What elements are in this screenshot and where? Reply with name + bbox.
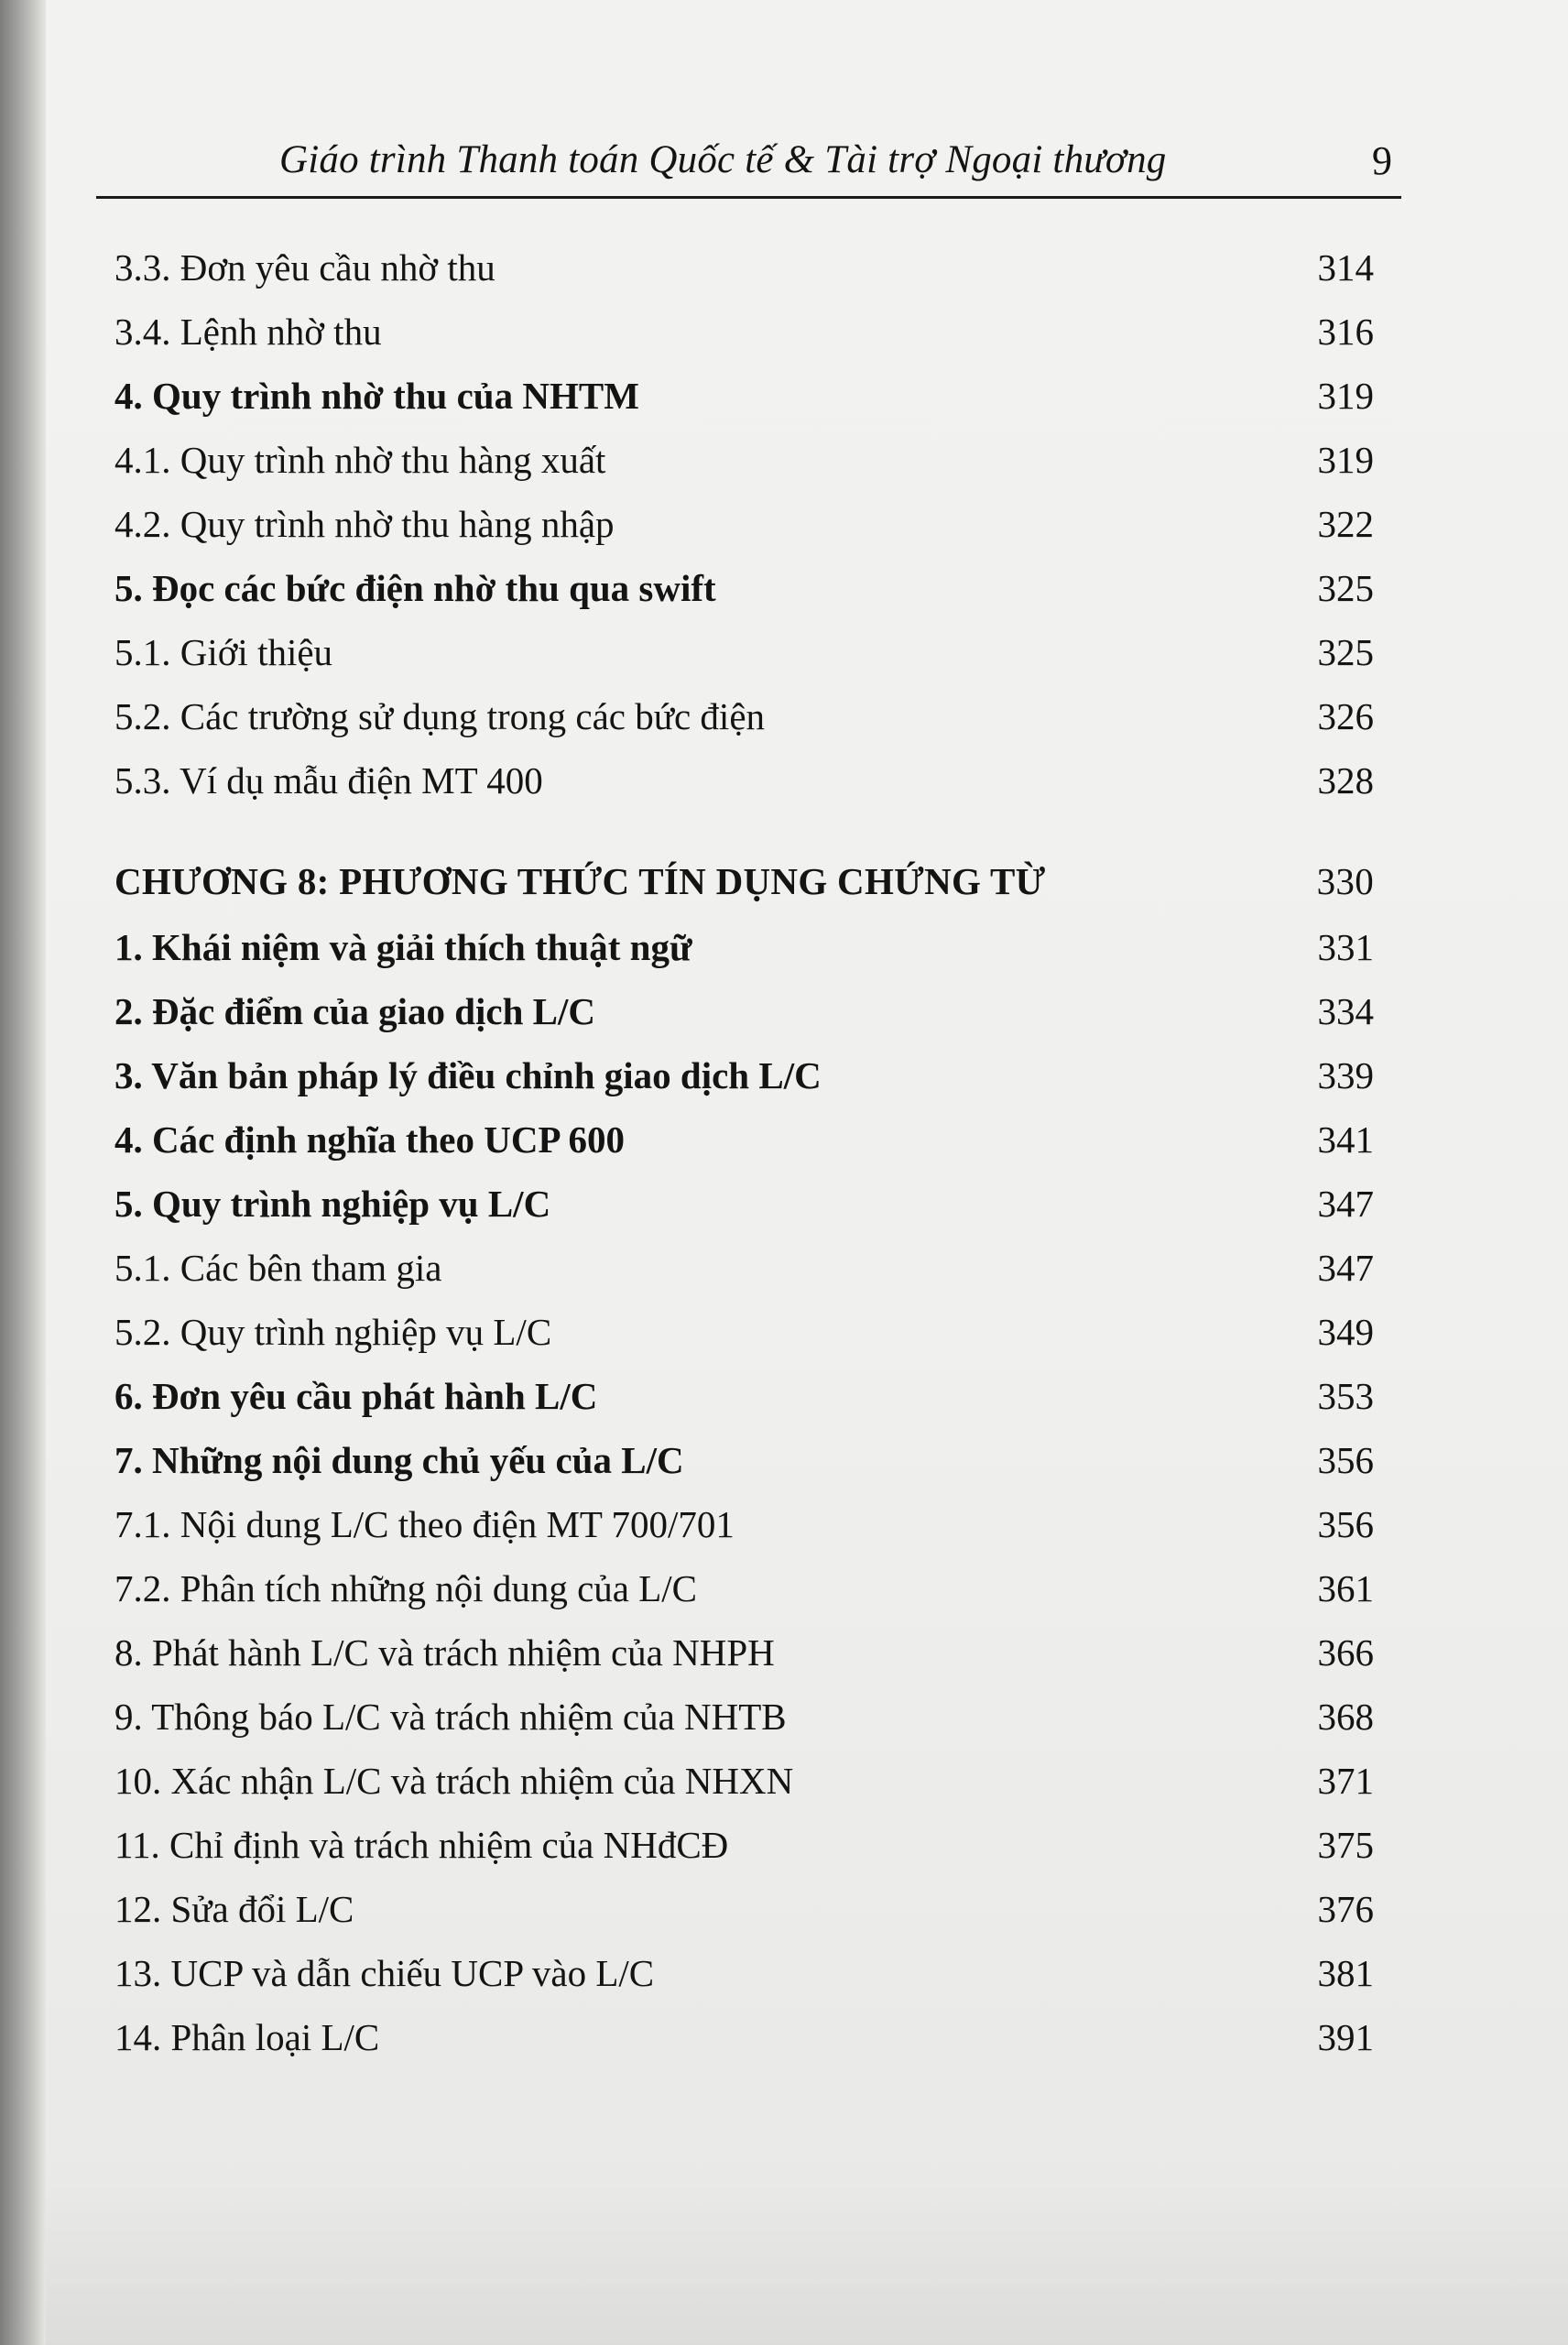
toc-entry-title: 8. Phát hành L/C và trách nhiệm của NHPH	[114, 1631, 775, 1674]
toc-entry-page: 361	[1317, 1567, 1374, 1609]
toc-entry	[114, 1502, 1374, 1566]
toc-entry-page: 381	[1317, 1952, 1374, 1994]
toc-entry-title: 5.1. Giới thiệu	[114, 631, 333, 673]
toc-entry-title: 5.1. Các bên tham gia	[114, 1247, 442, 1289]
toc-entry-title: 12. Sửa đổi L/C	[114, 1888, 354, 1930]
toc-entry	[114, 1759, 1374, 1823]
toc-entry	[114, 1631, 1374, 1695]
toc-entry-title: 5.3. Ví dụ mẫu điện MT 400	[114, 759, 543, 802]
running-header-title: Giáo trình Thanh toán Quốc tế & Tài trợ Ngoại thương	[279, 138, 1167, 181]
toc-entry-title: 4. Quy trình nhờ thu của NHTM	[114, 375, 639, 417]
toc-entry	[114, 1951, 1374, 2015]
toc-entry	[114, 502, 1374, 566]
toc-entry	[114, 374, 1374, 438]
toc-entry	[114, 1374, 1374, 1438]
toc-entry-title: 11. Chỉ định và trách nhiệm của NHđCĐ	[114, 1824, 729, 1866]
toc-entry-title: 7.1. Nội dung L/C theo điện MT 700/701	[114, 1503, 735, 1545]
toc-entry-page: 328	[1317, 759, 1374, 802]
toc-entry-page: 349	[1317, 1311, 1374, 1353]
toc-entry	[114, 1053, 1374, 1118]
toc-entry-page: 322	[1317, 503, 1374, 545]
toc-entry-title: 4.2. Quy trình nhờ thu hàng nhập	[114, 503, 615, 545]
toc-entry-title: 7. Những nội dung chủ yếu của L/C	[114, 1439, 684, 1481]
toc-entry	[114, 566, 1374, 630]
toc-entry-page: 366	[1317, 1631, 1374, 1674]
toc-entry-page: 341	[1317, 1118, 1374, 1161]
toc-entry-title: 3.3. Đơn yêu cầu nhờ thu	[114, 246, 495, 289]
toc-entry-title: 1. Khái niệm và giải thích thuật ngữ	[114, 926, 692, 968]
toc-entry-title: 5. Quy trình nghiệp vụ L/C	[114, 1183, 551, 1225]
toc-entry-page: 347	[1317, 1183, 1374, 1225]
toc-entry	[114, 310, 1374, 374]
toc-entry-page: 371	[1317, 1760, 1374, 1802]
toc-entry-page: 356	[1317, 1503, 1374, 1545]
page-shadow	[46, 2180, 1568, 2345]
toc-entry	[114, 925, 1374, 989]
toc-entry-title: 5.2. Các trường sử dụng trong các bức điện	[114, 695, 766, 737]
toc-entry-title: 4.1. Quy trình nhờ thu hàng xuất	[114, 439, 606, 481]
toc-entry-title: CHƯƠNG 8: PHƯƠNG THỨC TÍN DỤNG CHỨNG TỪ	[114, 860, 1046, 902]
toc-entry-title: 14. Phân loại L/C	[114, 2016, 380, 2058]
toc-entry	[114, 245, 1374, 310]
toc-entry-page: 319	[1317, 375, 1374, 417]
toc-entry	[114, 1310, 1374, 1374]
running-header	[96, 136, 1401, 191]
page-number: 9	[1372, 138, 1392, 183]
toc-entry-title: 5. Đọc các bức điện nhờ thu qua swift	[114, 567, 716, 609]
toc-entry	[114, 1566, 1374, 1631]
toc-entry-page: 319	[1317, 439, 1374, 481]
toc-entry-page: 331	[1317, 926, 1374, 968]
toc-entry	[114, 1823, 1374, 1887]
toc-entry-page: 376	[1317, 1888, 1374, 1930]
toc-entry-page: 334	[1317, 990, 1374, 1032]
toc-entry-title: 6. Đơn yêu cầu phát hành L/C	[114, 1375, 598, 1417]
toc-entry-page: 391	[1317, 2016, 1374, 2058]
toc-entry	[114, 1182, 1374, 1246]
toc-entry-title: 10. Xác nhận L/C và trách nhiệm của NHXN	[114, 1760, 794, 1802]
toc-entry	[114, 630, 1374, 694]
header-divider	[96, 196, 1401, 199]
toc-chapter-heading	[114, 859, 1374, 923]
toc-entry-page: 347	[1317, 1247, 1374, 1289]
toc-entry-page: 339	[1317, 1054, 1374, 1096]
toc-entry-page: 375	[1317, 1824, 1374, 1866]
chapter-spacer	[114, 823, 1374, 859]
toc-entry-page: 326	[1317, 695, 1374, 737]
toc-entry-title: 4. Các định nghĩa theo UCP 600	[114, 1118, 626, 1161]
toc-entry-page: 330	[1316, 860, 1374, 902]
toc-entry	[114, 438, 1374, 502]
toc-entry-page: 356	[1317, 1439, 1374, 1481]
toc-entry-page: 368	[1317, 1696, 1374, 1738]
toc-entry	[114, 1246, 1374, 1310]
toc-entry-title: 3.4. Lệnh nhờ thu	[114, 311, 382, 353]
toc-entry	[114, 1695, 1374, 1759]
toc-entry	[114, 694, 1374, 758]
toc-entry-page: 353	[1317, 1375, 1374, 1417]
toc-entry-title: 13. UCP và dẫn chiếu UCP vào L/C	[114, 1952, 655, 1994]
toc-entry	[114, 1118, 1374, 1182]
adjacent-page-edge	[0, 0, 46, 2345]
toc-entry-page: 325	[1317, 567, 1374, 609]
toc-entry-title: 9. Thông báo L/C và trách nhiệm của NHTB	[114, 1696, 787, 1738]
toc-entry-page: 314	[1317, 246, 1374, 289]
toc-entry-title: 7.2. Phân tích những nội dung của L/C	[114, 1567, 698, 1609]
toc-entry-title: 2. Đặc điểm của giao dịch L/C	[114, 990, 596, 1032]
toc-entry-page: 325	[1317, 631, 1374, 673]
table-of-contents	[114, 245, 1374, 2079]
toc-entry	[114, 758, 1374, 823]
toc-entry-page: 316	[1317, 311, 1374, 353]
toc-entry-title: 5.2. Quy trình nghiệp vụ L/C	[114, 1311, 552, 1353]
toc-entry	[114, 1438, 1374, 1502]
toc-entry	[114, 1887, 1374, 1951]
toc-entry	[114, 989, 1374, 1053]
toc-entry	[114, 2015, 1374, 2079]
toc-entry-title: 3. Văn bản pháp lý điều chỉnh giao dịch L/C	[114, 1054, 822, 1096]
